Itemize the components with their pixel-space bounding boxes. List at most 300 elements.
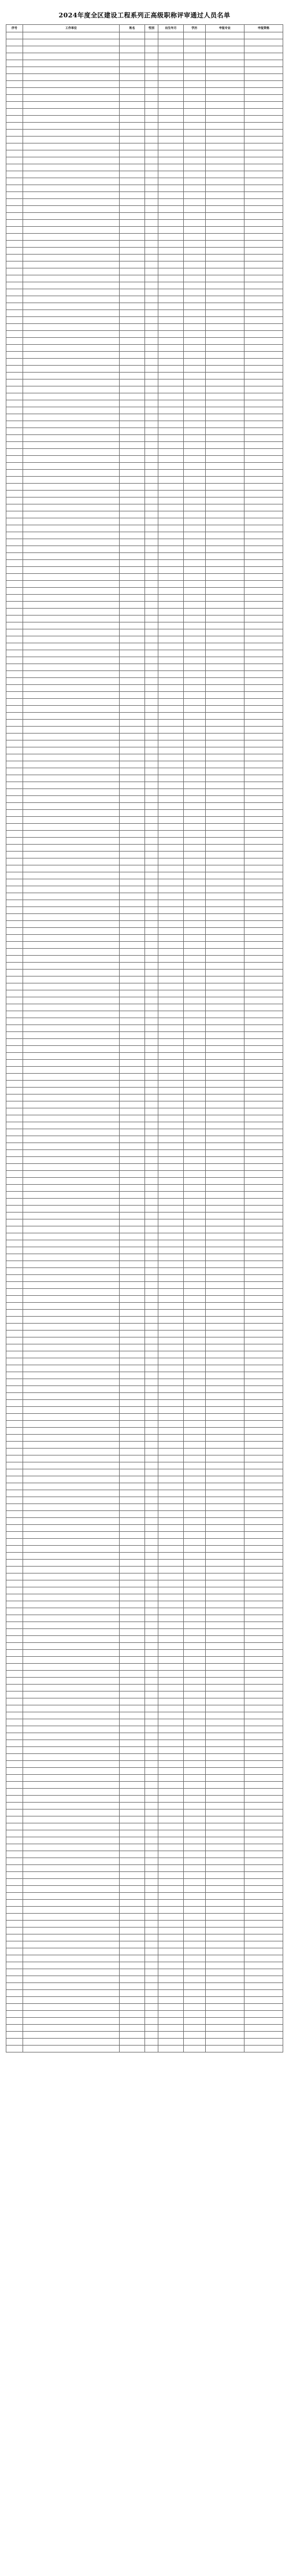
cell-qualification [244, 1698, 283, 1705]
cell-organization [23, 1074, 120, 1081]
cell-serial [6, 588, 23, 595]
cell-serial [6, 956, 23, 963]
cell-sex [144, 185, 158, 192]
cell-birth [158, 893, 183, 900]
cell-education [183, 137, 205, 143]
cell-education [183, 1226, 205, 1233]
cell-serial [6, 46, 23, 53]
cell-major [205, 990, 244, 997]
cell-sex [144, 2039, 158, 2046]
cell-serial [6, 310, 23, 317]
cell-name [120, 546, 144, 553]
cell-major [205, 713, 244, 720]
cell-birth [158, 560, 183, 567]
table-row [6, 1233, 283, 1240]
cell-serial [6, 255, 23, 261]
cell-birth [158, 1928, 183, 1934]
table-row [6, 2025, 283, 2032]
cell-serial [6, 1504, 23, 1511]
cell-name [120, 206, 144, 213]
cell-birth [158, 1101, 183, 1108]
cell-sex [144, 865, 158, 872]
cell-major [205, 32, 244, 39]
cell-serial [6, 1449, 23, 1455]
cell-birth [158, 838, 183, 845]
cell-sex [144, 511, 158, 518]
cell-major [205, 1233, 244, 1240]
cell-education [183, 768, 205, 775]
cell-sex [144, 130, 158, 137]
cell-birth [158, 609, 183, 616]
cell-birth [158, 1469, 183, 1476]
cell-education [183, 1067, 205, 1074]
cell-serial [6, 213, 23, 220]
cell-organization [23, 1768, 120, 1775]
cell-major [205, 1497, 244, 1504]
cell-sex [144, 484, 158, 491]
cell-birth [158, 421, 183, 428]
cell-sex [144, 1421, 158, 1428]
cell-sex [144, 1317, 158, 1324]
cell-birth [158, 2025, 183, 2032]
table-row [6, 699, 283, 706]
cell-education [183, 872, 205, 879]
cell-major [205, 1518, 244, 1525]
cell-serial [6, 261, 23, 268]
cell-sex [144, 789, 158, 796]
cell-birth [158, 720, 183, 727]
cell-qualification [244, 1851, 283, 1858]
table-row [6, 1976, 283, 1983]
cell-education [183, 477, 205, 484]
cell-serial [6, 1657, 23, 1664]
cell-qualification [244, 1636, 283, 1643]
table-row [6, 2046, 283, 2052]
cell-sex [144, 74, 158, 81]
cell-qualification [244, 1789, 283, 1796]
cell-education [183, 976, 205, 983]
table-row [6, 740, 283, 747]
cell-sex [144, 796, 158, 803]
cell-qualification [244, 268, 283, 275]
cell-birth [158, 1803, 183, 1810]
cell-education [183, 1914, 205, 1921]
cell-birth [158, 1407, 183, 1414]
cell-sex [144, 491, 158, 497]
cell-name [120, 317, 144, 324]
cell-name [120, 407, 144, 414]
cell-organization [23, 1476, 120, 1483]
cell-serial [6, 747, 23, 754]
cell-education [183, 53, 205, 60]
table-row [6, 317, 283, 324]
cell-education [183, 775, 205, 782]
cell-serial [6, 199, 23, 206]
table-row [6, 976, 283, 983]
cell-qualification [244, 241, 283, 248]
cell-education [183, 629, 205, 636]
cell-serial [6, 1914, 23, 1921]
table-row [6, 310, 283, 317]
cell-qualification [244, 1358, 283, 1365]
cell-serial [6, 1435, 23, 1442]
cell-birth [158, 1976, 183, 1983]
cell-name [120, 1740, 144, 1747]
cell-education [183, 1074, 205, 1081]
cell-qualification [244, 88, 283, 95]
cell-birth [158, 1851, 183, 1858]
cell-education [183, 990, 205, 997]
cell-major [205, 706, 244, 713]
cell-organization [23, 1129, 120, 1136]
cell-sex [144, 1261, 158, 1268]
cell-sex [144, 956, 158, 963]
cell-sex [144, 963, 158, 970]
cell-name [120, 1053, 144, 1060]
table-row [6, 1449, 283, 1455]
cell-qualification [244, 2046, 283, 2052]
cell-organization [23, 685, 120, 692]
cell-major [205, 1504, 244, 1511]
cell-qualification [244, 2032, 283, 2039]
cell-birth [158, 1810, 183, 1816]
cell-qualification [244, 1428, 283, 1435]
cell-sex [144, 1803, 158, 1810]
cell-qualification [244, 588, 283, 595]
table-row [6, 1476, 283, 1483]
cell-name [120, 282, 144, 289]
cell-qualification [244, 706, 283, 713]
cell-serial [6, 463, 23, 470]
cell-education [183, 1921, 205, 1928]
cell-organization [23, 227, 120, 234]
cell-sex [144, 2011, 158, 2018]
cell-birth [158, 616, 183, 622]
cell-birth [158, 824, 183, 831]
cell-birth [158, 1796, 183, 1803]
cell-qualification [244, 782, 283, 789]
cell-sex [144, 213, 158, 220]
header-serial: 序号 [6, 25, 23, 32]
cell-birth [158, 1296, 183, 1303]
cell-birth [158, 1018, 183, 1025]
cell-education [183, 116, 205, 123]
cell-name [120, 81, 144, 88]
cell-qualification [244, 699, 283, 706]
cell-major [205, 157, 244, 164]
cell-sex [144, 1678, 158, 1685]
cell-major [205, 2011, 244, 2018]
table-row [6, 1379, 283, 1386]
table-row [6, 1914, 283, 1921]
cell-organization [23, 1740, 120, 1747]
table-row [6, 831, 283, 838]
cell-organization [23, 1032, 120, 1039]
cell-organization [23, 956, 120, 963]
cell-education [183, 865, 205, 872]
cell-sex [144, 1560, 158, 1567]
cell-sex [144, 595, 158, 602]
cell-qualification [244, 1587, 283, 1594]
cell-education [183, 255, 205, 261]
cell-organization [23, 1532, 120, 1539]
cell-major [205, 421, 244, 428]
cell-sex [144, 53, 158, 60]
cell-birth [158, 373, 183, 379]
cell-major [205, 171, 244, 178]
cell-qualification [244, 1872, 283, 1879]
table-row [6, 213, 283, 220]
cell-name [120, 2032, 144, 2039]
cell-organization [23, 484, 120, 491]
cell-birth [158, 331, 183, 338]
cell-major [205, 1171, 244, 1178]
cell-qualification [244, 650, 283, 657]
cell-birth [158, 53, 183, 60]
table-row [6, 865, 283, 872]
table-row [6, 1261, 283, 1268]
cell-serial [6, 421, 23, 428]
cell-serial [6, 754, 23, 761]
cell-sex [144, 1199, 158, 1206]
cell-birth [158, 643, 183, 650]
cell-major [205, 1372, 244, 1379]
cell-major [205, 865, 244, 872]
document-title: 2024年度全区建设工程系列正高级职称评审通过人员名单 [58, 12, 231, 19]
cell-organization [23, 713, 120, 720]
cell-sex [144, 449, 158, 456]
cell-education [183, 817, 205, 824]
cell-serial [6, 1247, 23, 1254]
cell-organization [23, 650, 120, 657]
cell-qualification [244, 1004, 283, 1011]
cell-qualification [244, 685, 283, 692]
cell-birth [158, 449, 183, 456]
cell-sex [144, 754, 158, 761]
cell-education [183, 1442, 205, 1449]
cell-sex [144, 539, 158, 546]
cell-sex [144, 518, 158, 525]
cell-sex [144, 157, 158, 164]
cell-education [183, 1532, 205, 1539]
cell-name [120, 1754, 144, 1761]
cell-education [183, 734, 205, 740]
cell-serial [6, 1893, 23, 1900]
cell-sex [144, 1587, 158, 1594]
table-row [6, 1580, 283, 1587]
cell-name [120, 143, 144, 150]
cell-sex [144, 1449, 158, 1455]
cell-qualification [244, 1206, 283, 1213]
cell-sex [144, 1754, 158, 1761]
cell-education [183, 366, 205, 373]
cell-name [120, 1067, 144, 1074]
cell-name [120, 1657, 144, 1664]
cell-organization [23, 768, 120, 775]
cell-serial [6, 1476, 23, 1483]
cell-organization [23, 255, 120, 261]
cell-organization [23, 595, 120, 602]
cell-name [120, 1442, 144, 1449]
cell-organization [23, 1462, 120, 1469]
table-row [6, 442, 283, 449]
cell-serial [6, 1948, 23, 1955]
cell-birth [158, 1532, 183, 1539]
cell-name [120, 803, 144, 810]
cell-serial [6, 1081, 23, 1088]
cell-education [183, 130, 205, 137]
cell-organization [23, 636, 120, 643]
cell-education [183, 907, 205, 914]
cell-major [205, 137, 244, 143]
cell-serial [6, 282, 23, 289]
cell-sex [144, 1400, 158, 1407]
cell-organization [23, 1705, 120, 1712]
cell-birth [158, 1046, 183, 1053]
cell-organization [23, 754, 120, 761]
table-row [6, 1872, 283, 1879]
cell-birth [158, 546, 183, 553]
cell-sex [144, 150, 158, 157]
cell-serial [6, 1740, 23, 1747]
cell-major [205, 1990, 244, 1997]
cell-sex [144, 1296, 158, 1303]
cell-name [120, 1685, 144, 1691]
cell-birth [158, 657, 183, 664]
cell-education [183, 1761, 205, 1768]
cell-serial [6, 650, 23, 657]
cell-serial [6, 720, 23, 727]
cell-major [205, 1039, 244, 1046]
table-row [6, 1150, 283, 1157]
cell-qualification [244, 393, 283, 400]
cell-major [205, 435, 244, 442]
cell-sex [144, 116, 158, 123]
cell-serial [6, 1900, 23, 1907]
cell-major [205, 1622, 244, 1629]
cell-name [120, 2011, 144, 2018]
cell-qualification [244, 1671, 283, 1678]
cell-major [205, 1983, 244, 1990]
cell-name [120, 67, 144, 74]
cell-serial [6, 178, 23, 185]
cell-major [205, 1719, 244, 1726]
cell-qualification [244, 67, 283, 74]
cell-birth [158, 727, 183, 734]
cell-serial [6, 1129, 23, 1136]
cell-major [205, 1358, 244, 1365]
cell-organization [23, 386, 120, 393]
cell-qualification [244, 1504, 283, 1511]
cell-name [120, 942, 144, 949]
table-row [6, 1088, 283, 1094]
cell-birth [158, 393, 183, 400]
cell-sex [144, 352, 158, 359]
table-row [6, 664, 283, 671]
cell-qualification [244, 789, 283, 796]
cell-qualification [244, 449, 283, 456]
cell-sex [144, 727, 158, 734]
cell-birth [158, 595, 183, 602]
cell-sex [144, 1837, 158, 1844]
cell-education [183, 720, 205, 727]
cell-serial [6, 921, 23, 928]
cell-major [205, 178, 244, 185]
cell-organization [23, 1636, 120, 1643]
cell-organization [23, 678, 120, 685]
cell-name [120, 1136, 144, 1143]
cell-birth [158, 921, 183, 928]
cell-education [183, 504, 205, 511]
cell-education [183, 1094, 205, 1101]
table-row [6, 1539, 283, 1546]
cell-sex [144, 317, 158, 324]
cell-qualification [244, 2011, 283, 2018]
cell-name [120, 477, 144, 484]
table-row [6, 255, 283, 261]
cell-sex [144, 2018, 158, 2025]
cell-organization [23, 2032, 120, 2039]
table-row [6, 824, 283, 831]
cell-name [120, 1226, 144, 1233]
cell-name [120, 116, 144, 123]
cell-sex [144, 1851, 158, 1858]
cell-organization [23, 178, 120, 185]
cell-organization [23, 185, 120, 192]
cell-name [120, 102, 144, 109]
table-row [6, 1296, 283, 1303]
cell-sex [144, 1886, 158, 1893]
cell-major [205, 241, 244, 248]
cell-major [205, 1969, 244, 1976]
cell-organization [23, 643, 120, 650]
cell-major [205, 664, 244, 671]
cell-education [183, 1650, 205, 1657]
cell-sex [144, 1921, 158, 1928]
cell-sex [144, 768, 158, 775]
cell-major [205, 317, 244, 324]
cell-qualification [244, 171, 283, 178]
cell-name [120, 1955, 144, 1962]
cell-name [120, 560, 144, 567]
cell-birth [158, 629, 183, 636]
cell-sex [144, 220, 158, 227]
table-row [6, 1025, 283, 1032]
table-row [6, 1240, 283, 1247]
cell-sex [144, 1490, 158, 1497]
cell-major [205, 442, 244, 449]
cell-education [183, 622, 205, 629]
table-row [6, 1789, 283, 1796]
cell-qualification [244, 379, 283, 386]
cell-serial [6, 373, 23, 379]
cell-major [205, 1712, 244, 1719]
cell-sex [144, 393, 158, 400]
cell-major [205, 1823, 244, 1830]
table-row [6, 296, 283, 303]
cell-name [120, 963, 144, 970]
cell-sex [144, 1275, 158, 1282]
cell-education [183, 1157, 205, 1164]
cell-birth [158, 581, 183, 588]
cell-sex [144, 553, 158, 560]
cell-serial [6, 810, 23, 817]
cell-organization [23, 1053, 120, 1060]
cell-education [183, 414, 205, 421]
cell-qualification [244, 1747, 283, 1754]
table-row [6, 616, 283, 622]
cell-qualification [244, 1053, 283, 1060]
